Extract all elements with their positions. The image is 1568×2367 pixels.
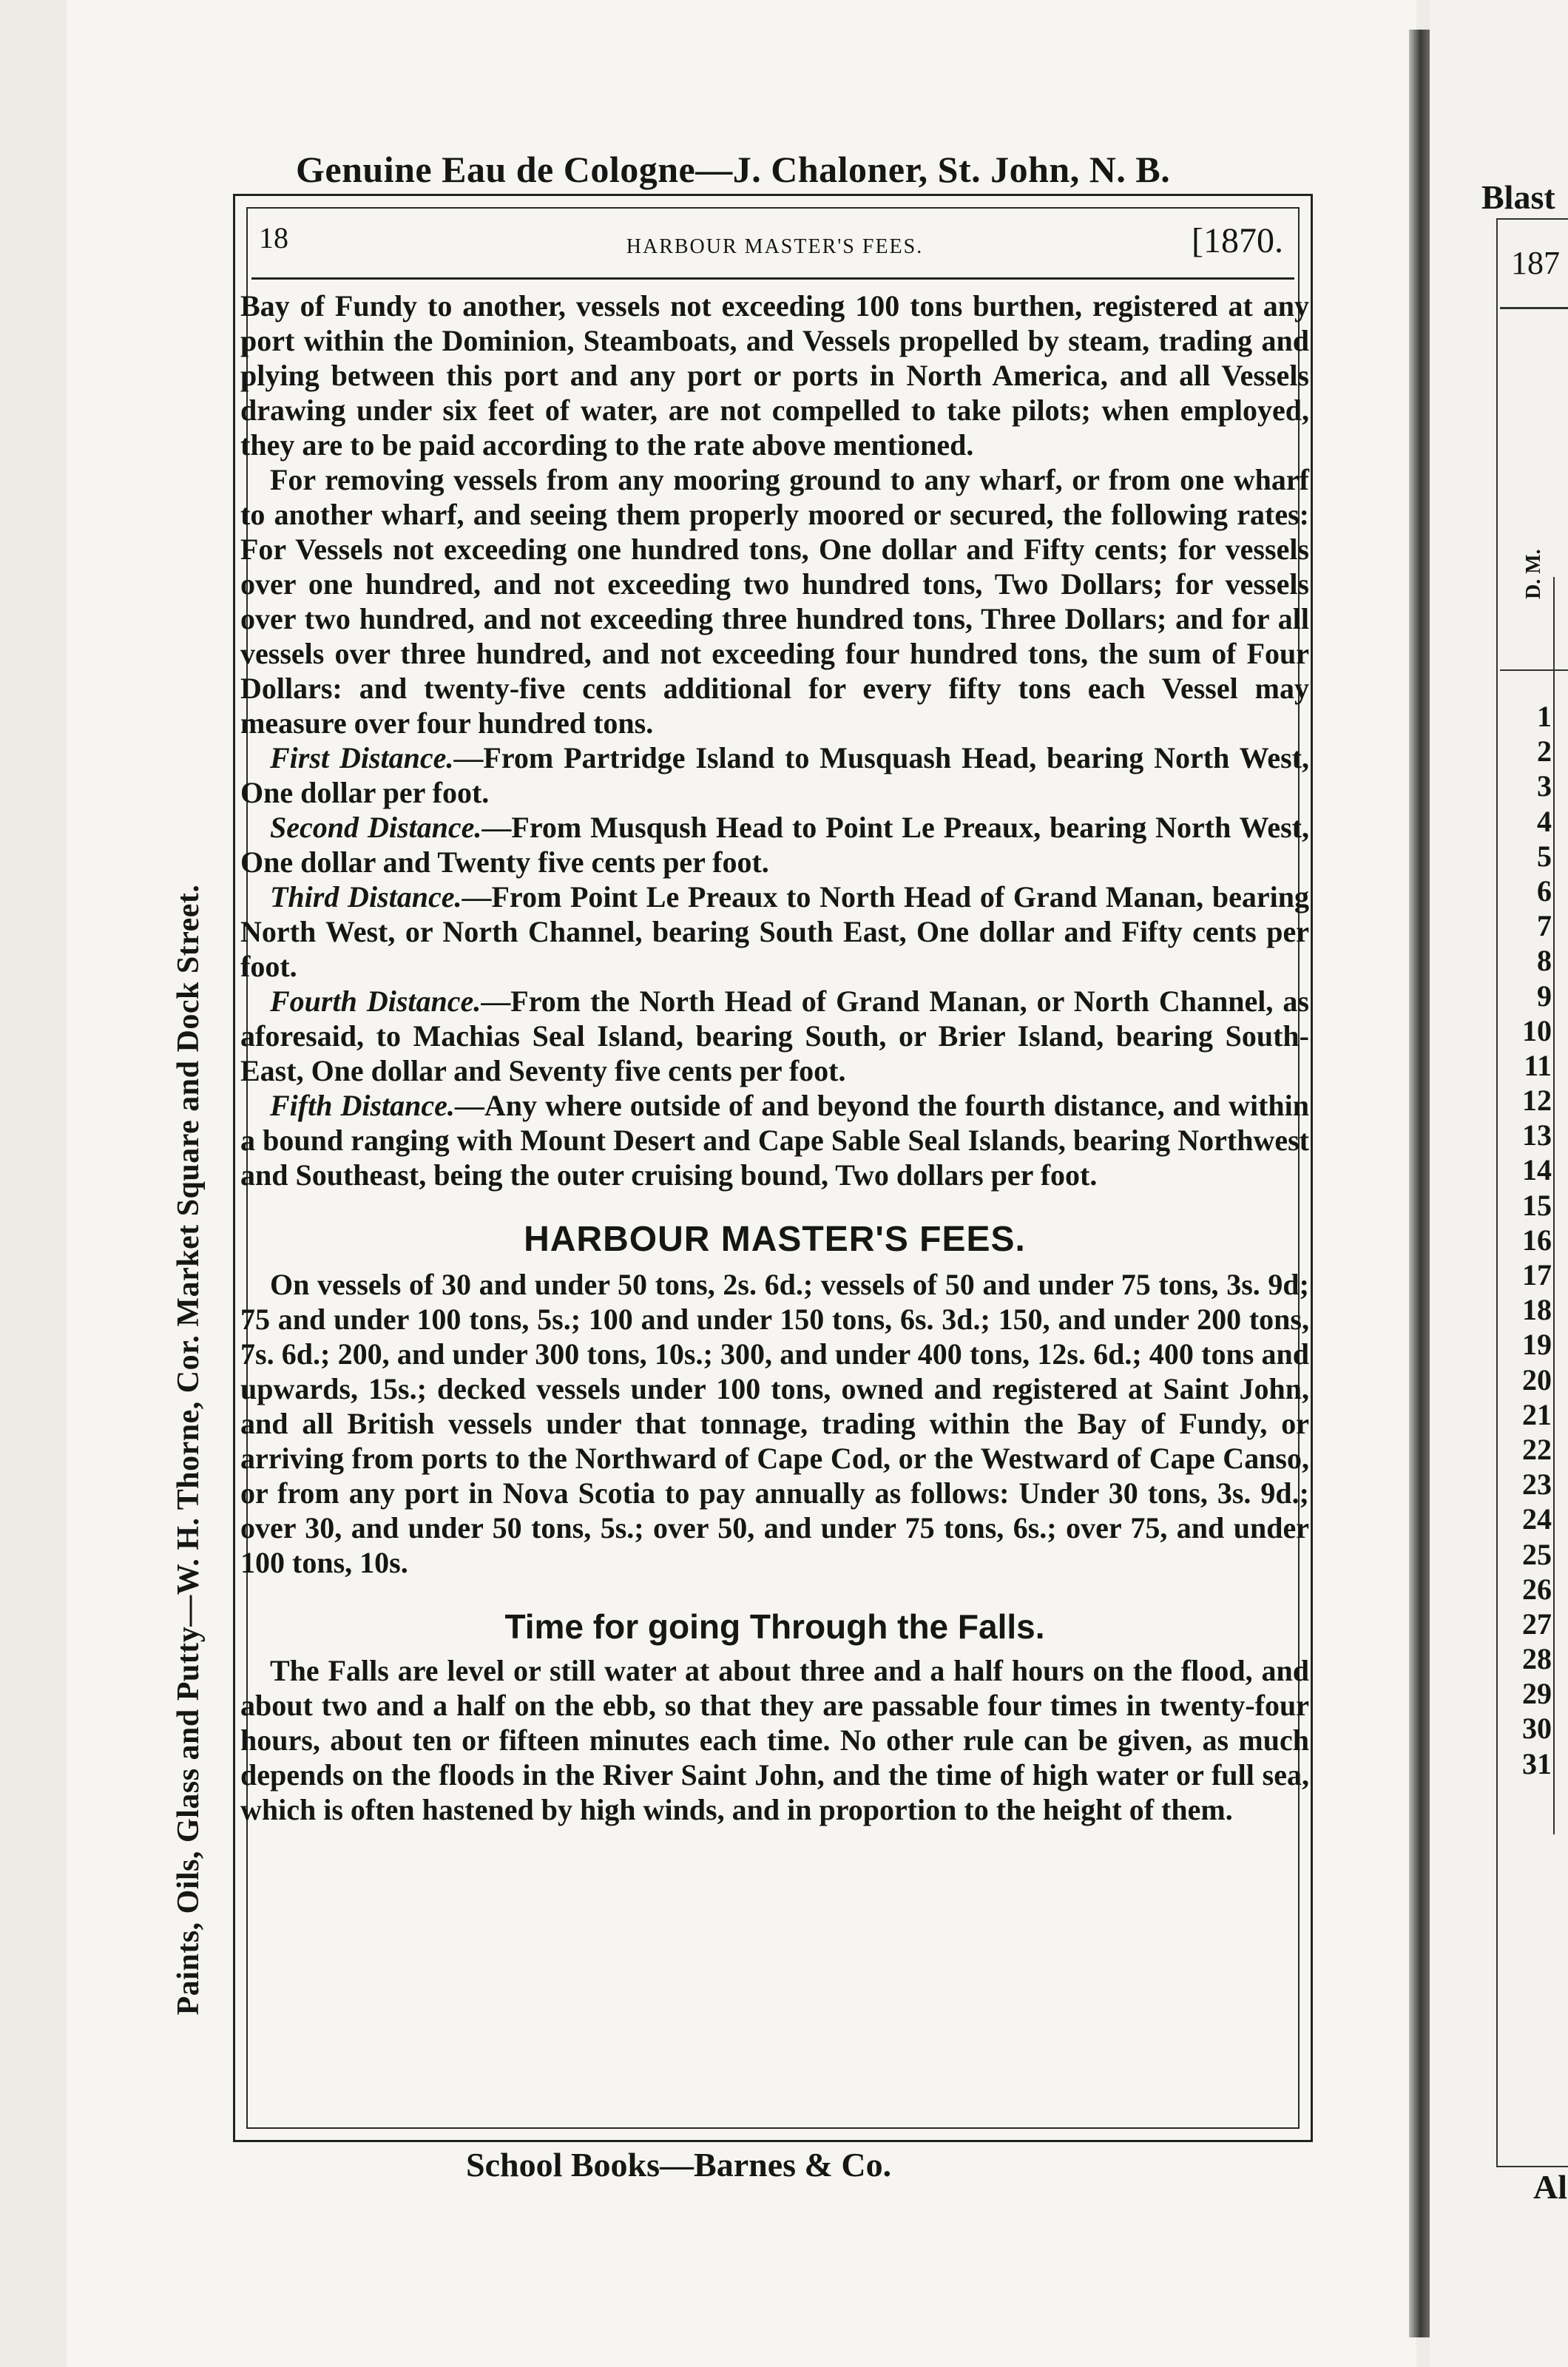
distance-item — [240, 879, 1309, 984]
distance-item — [240, 810, 1309, 879]
day-number: 18 — [1522, 1293, 1552, 1327]
falls-heading: Time for going Through the Falls. — [504, 1607, 1045, 1646]
distance-label: Fifth Distance. — [270, 1089, 455, 1122]
distance-text: —From Partridge Island to Musquash Head, bearing North West, One dollar per foot. — [240, 741, 1310, 809]
bottom-advertisement: School Books—Barnes & Co. — [466, 2146, 892, 2184]
distance-item — [240, 740, 1309, 810]
day-number: 31 — [1522, 1746, 1552, 1780]
side-advertisement: Paints, Oils, Glass and Putty—W. H. Thorne, Cor. Market Square and Dock Street. — [172, 884, 206, 2016]
day-number: 7 — [1537, 909, 1552, 943]
day-numbers-list — [1500, 699, 1552, 1781]
distance-label: Third Distance. — [270, 880, 462, 914]
day-number: 23 — [1522, 1468, 1552, 1502]
right-page-year-fragment: 187 — [1511, 245, 1560, 281]
page-year: [1870. — [1192, 221, 1283, 260]
distance-item — [240, 1088, 1309, 1192]
book-gutter — [1409, 30, 1430, 2337]
day-number: 29 — [1522, 1677, 1552, 1711]
distance-text: —From Point Le Preaux to North Head of Grand Manan, bearing North West, or North Channel, bearing South East, One dollar and Fifty cents per foot. — [240, 880, 1309, 983]
distance-text: —Any where outside of and beyond the fourth distance, and within a bound ranging with Mount Desert and Cape Sable Seal Islands, bearing Northwest and Southeast, being the outer cruising bound, Two dollars per foot. — [240, 1089, 1310, 1192]
day-number: 30 — [1522, 1712, 1552, 1746]
day-number: 4 — [1537, 804, 1552, 838]
header-rule — [251, 277, 1294, 280]
distance-label: First Distance. — [270, 741, 454, 774]
day-number: 28 — [1522, 1642, 1552, 1676]
right-page — [1430, 0, 1568, 2367]
page-number: 18 — [259, 221, 288, 254]
distance-text: —From the North Head of Grand Manan, or North Channel, as aforesaid, to Machias Seal Island, bearing South, or Brier Island, bearing South-East, One dollar and Seventy five cents per foot. — [240, 985, 1309, 1087]
distance-label: Fourth Distance. — [270, 985, 481, 1018]
page-body — [240, 288, 1309, 1827]
day-number: 1 — [1537, 700, 1552, 733]
day-column-header: D. M. — [1522, 549, 1545, 599]
day-number: 17 — [1522, 1258, 1552, 1291]
column-header-rule — [1500, 669, 1568, 671]
day-number: 10 — [1522, 1013, 1552, 1047]
day-number: 24 — [1522, 1502, 1552, 1536]
day-number: 14 — [1522, 1153, 1552, 1187]
day-number: 19 — [1522, 1328, 1552, 1362]
pilotage-paragraph: Bay of Fundy to another, vessels not exceeding 100 tons burthen, registered at any port within the Dominion, Steamboats, and Vessels propelled by steam, trading and plying between this port and any port or ports in North America, and all Vessels drawing under six feet of water, are not compelled to take pilots; when employed, they are to be paid according to the rate above mentioned. — [240, 289, 1309, 462]
day-number: 22 — [1522, 1432, 1552, 1466]
harbour-fees-paragraph: On vessels of 30 and under 50 tons, 2s. 6d.; vessels of 50 and under 75 tons, 3s. 9d; 75 and under 100 tons, 5s.; 100 and under 150 tons, 6s. 3d.; 150, and under 200 tons, 7s. 6d.; 200, and under 300 tons, 10s.; 300, and under 400 tons, 12s. 6d.; 400 tons and upwards, 15s.; decked vessels under 100 tons, owned and registered at Saint John, and all British vessels under that tonnage, trading within the Bay of Fundy, or arriving from ports to the Northward of Cape Cod, or the Westward of Cape Canso, or from any port in Nova Scotia to pay annually as follows: Under 30 tons, 3s. 9d.; over 30, and under 50 tons, 5s.; over 50, and under 75 tons, 6s.; over 75, and under 100 tons, 10s. — [240, 1268, 1309, 1579]
day-number: 5 — [1537, 839, 1552, 873]
day-number: 27 — [1522, 1607, 1552, 1641]
top-advertisement: Genuine Eau de Cologne—J. Chaloner, St. John, N. B. — [296, 149, 1171, 190]
right-page-bottom-fragment: Al — [1533, 2168, 1567, 2206]
day-number: 26 — [1522, 1572, 1552, 1606]
distance-text: —From Musqush Head to Point Le Preaux, bearing North West, One dollar and Twenty five cents per foot. — [240, 811, 1310, 879]
day-number: 15 — [1522, 1188, 1552, 1222]
day-number: 8 — [1537, 944, 1552, 978]
day-number: 25 — [1522, 1537, 1552, 1571]
harbour-fees-heading: HARBOUR MASTER'S FEES. — [524, 1220, 1026, 1259]
day-number: 21 — [1522, 1397, 1552, 1431]
page-header — [259, 215, 1291, 277]
day-number: 9 — [1537, 979, 1552, 1013]
distance-label: Second Distance. — [270, 811, 482, 844]
day-number: 6 — [1537, 874, 1552, 908]
day-number: 20 — [1522, 1363, 1552, 1397]
removing-vessels-paragraph: For removing vessels from any mooring ground to any wharf, or from one wharf to another wharf, and seeing them properly moored or secured, the following rates: For Vessels not exceeding one hundred tons, One dollar and Fifty cents; for vessels over one hundred, and not exceeding two hundred tons, Two Dollars; for vessels over two hundred, and not exceeding three hundred tons, Three Dollars; and for all vessels over three hundred, and not exceeding four hundred tons, the sum of Four Dollars: and twenty-five cents additional for every fifty tons each Vessel may measure over four hundred tons. — [240, 463, 1309, 740]
falls-paragraph: The Falls are level or still water at about three and a half hours on the flood, and about two and a half on the ebb, so that they are passable four times in twenty-four hours, about ten or fifteen minutes each time. No other rule can be given, as much depends on the floods in the River Saint John, and the time of high water or full sea, which is often hastened by high winds, and in proportion to the height of them. — [240, 1654, 1309, 1826]
day-number: 16 — [1522, 1223, 1552, 1257]
day-number: 3 — [1537, 769, 1552, 803]
day-number: 2 — [1537, 735, 1552, 769]
column-divider — [1553, 577, 1555, 1834]
day-number: 12 — [1522, 1084, 1552, 1118]
right-page-title-fragment: Blast — [1481, 178, 1555, 216]
day-number: 11 — [1524, 1048, 1552, 1082]
day-number: 13 — [1522, 1118, 1552, 1152]
running-title: HARBOUR MASTER'S FEES. — [626, 235, 924, 258]
right-page-header-rule — [1500, 307, 1568, 309]
distance-item — [240, 984, 1309, 1088]
